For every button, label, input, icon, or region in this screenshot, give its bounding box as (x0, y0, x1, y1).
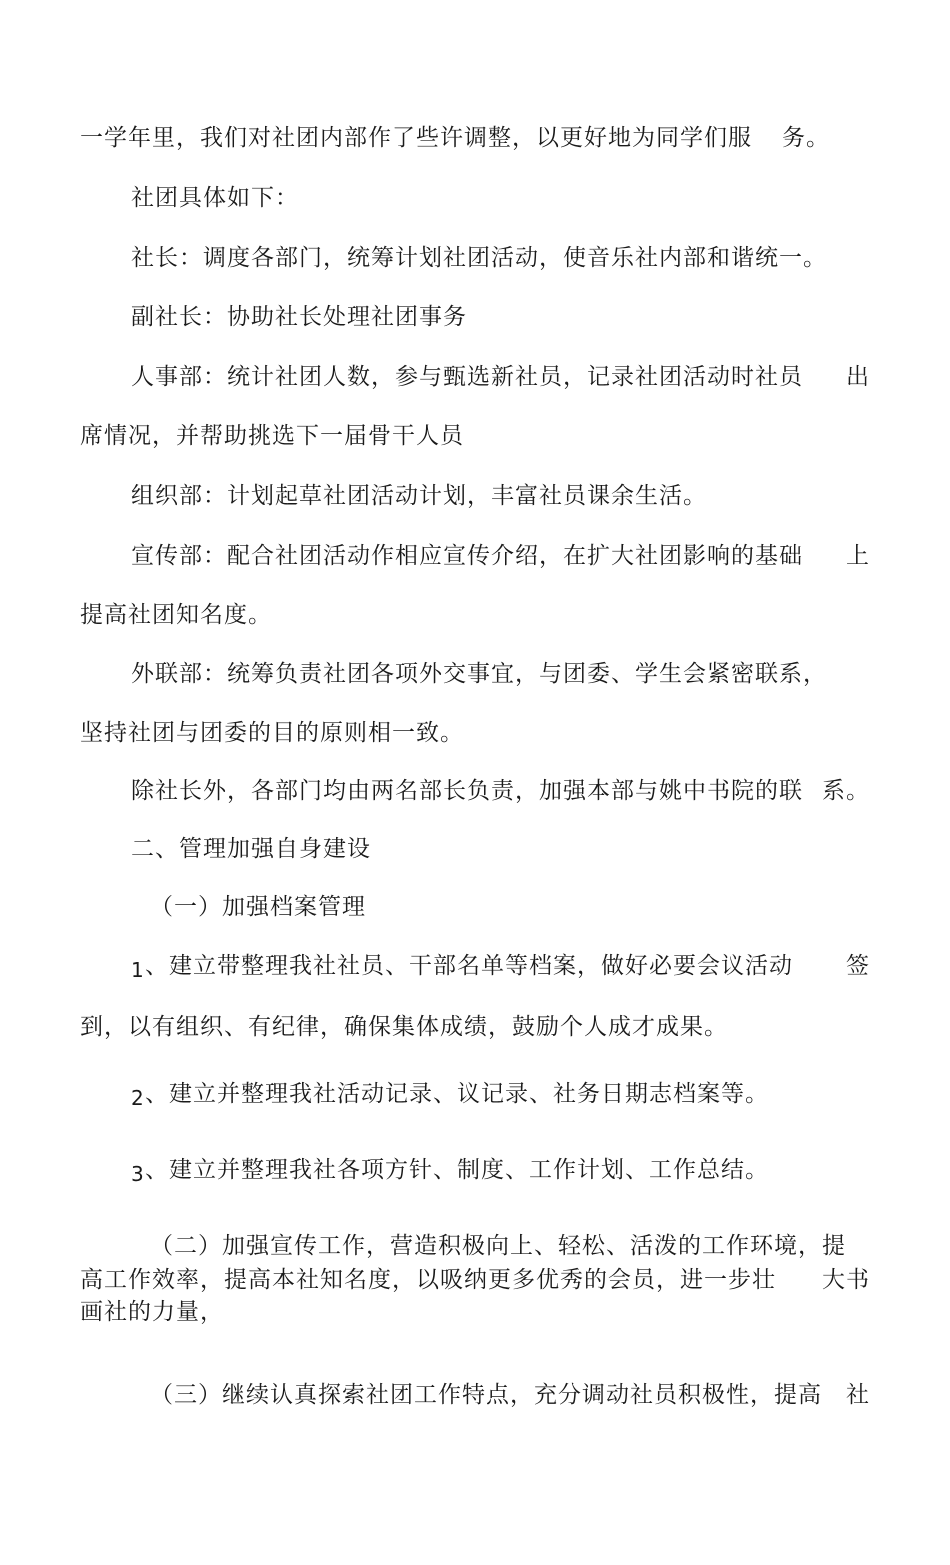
line-text-end: 大书 (822, 1267, 870, 1293)
line-text: 坚持社团与团委的目的原则相一致。 (80, 720, 464, 746)
line-text: 组织部：计划起草社团活动计划，丰富社员课余生活。 (131, 483, 707, 509)
line-text-end: 签 (846, 953, 870, 979)
line-text: 外联部：统筹负责社团各项外交事宜，与团委、学生会紧密联系， (131, 661, 827, 687)
line-text-end: 社 (846, 1382, 870, 1408)
line-text: 画社的力量， (80, 1299, 224, 1325)
line-text-end: 系。 (822, 778, 870, 804)
list-number: 1 (131, 958, 145, 982)
line-text: 、建立带整理我社社员、干部名单等档案，做好必要会议活动 (145, 953, 793, 979)
line-text: 除社长外，各部门均由两名部长负责，加强本部与姚中书院的联 (131, 778, 803, 804)
line-text: 宣传部：配合社团活动作相应宣传介绍，在扩大社团影响的基础 (131, 543, 803, 569)
line-text: 、建立并整理我社活动记录、议记录、社务日期志档案等。 (145, 1081, 769, 1107)
line-text: 二、管理加强自身建设 (131, 836, 371, 862)
list-number: 2 (131, 1086, 145, 1110)
line-text: 社团具体如下： (131, 185, 299, 211)
line-text: 提高社团知名度。 (80, 602, 272, 628)
line-text: 人事部：统计社团人数，参与甄选新社员，记录社团活动时社员 (131, 364, 803, 390)
line-text: （二）加强宣传工作，营造积极向上、轻松、活泼的工作环境，提 (150, 1233, 846, 1259)
line-text: 高工作效率，提高本社知名度，以吸纳更多优秀的会员，进一步壮 (80, 1267, 776, 1293)
line-text: 、建立并整理我社各项方针、制度、工作计划、工作总结。 (145, 1157, 769, 1183)
line-text: 一学年里，我们对社团内部作了些许调整，以更好地为同学们服 (80, 125, 752, 151)
line-text-end: 务。 (782, 125, 830, 151)
line-text: 到，以有组织、有纪律，确保集体成绩，鼓励个人成才成果。 (80, 1014, 728, 1040)
line-text: （三）继续认真探索社团工作特点，充分调动社员积极性，提高 (150, 1382, 822, 1408)
list-number: 3 (131, 1162, 145, 1186)
line-text: 副社长：协助社长处理社团事务 (131, 304, 467, 330)
line-text-end: 上 (846, 543, 870, 569)
line-text: 社长：调度各部门，统筹计划社团活动，使音乐社内部和谐统一。 (131, 245, 827, 271)
line-text: 席情况，并帮助挑选下一届骨干人员 (80, 423, 464, 449)
line-text-end: 出 (846, 364, 870, 390)
line-text: （一）加强档案管理 (150, 894, 366, 920)
